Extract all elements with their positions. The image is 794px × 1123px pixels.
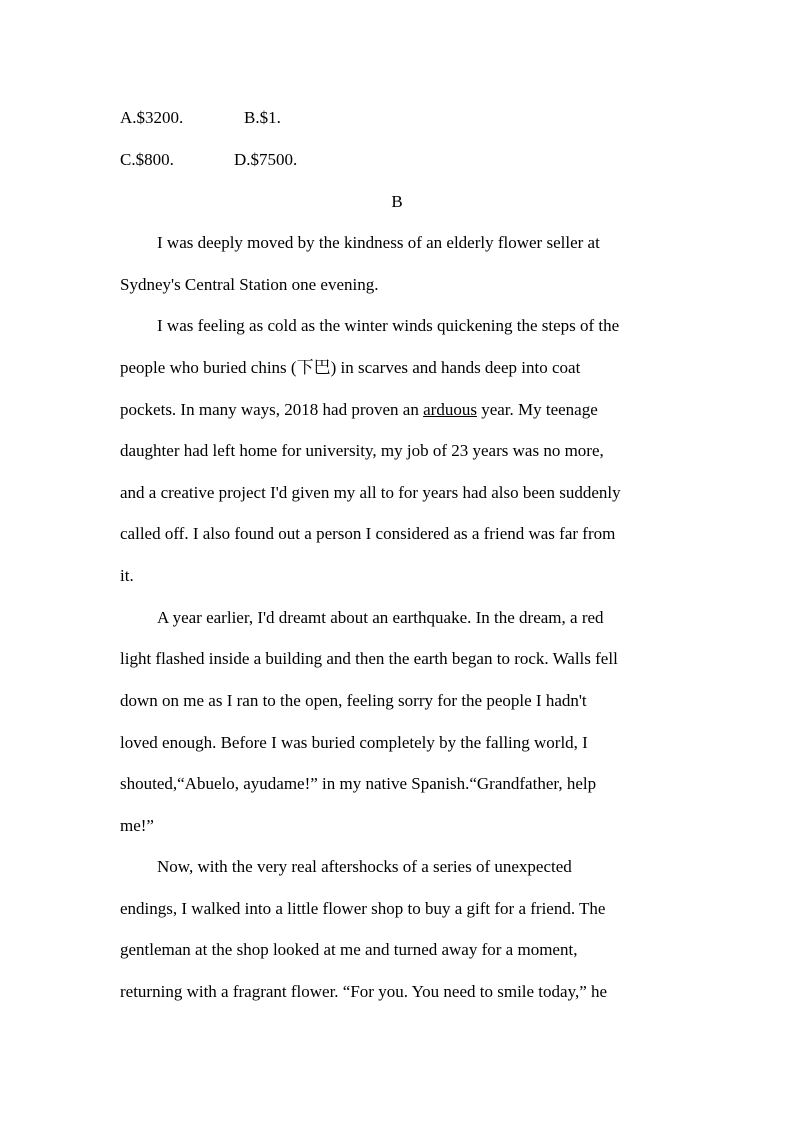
- paragraph-4-line-3: gentleman at the shop looked at me and turned away for a moment,: [120, 940, 578, 959]
- paragraph-3-line-4: loved enough. Before I was buried completely by the falling world, I: [120, 733, 588, 752]
- paragraph-2-line-4: daughter had left home for university, my job of 23 years was no more,: [120, 441, 604, 460]
- paragraph-4-line-1: Now, with the very real aftershocks of a series of unexpected: [157, 857, 572, 876]
- paragraph-4-line-4: returning with a fragrant flower. “For you. You need to smile today,” he: [120, 982, 608, 1001]
- line-text: year. My teenage: [476, 400, 598, 419]
- option-b: B.$1.: [244, 108, 281, 127]
- paragraph-3-line-6: me!”: [120, 816, 154, 835]
- paragraph-3-line-1: A year earlier, I'd dreamt about an earthquake. In the dream, a red: [157, 608, 604, 627]
- paragraph-2-line-7: it.: [120, 566, 134, 585]
- paragraph-3-line-5: shouted,“Abuelo, ayudame!” in my native Spanish.“Grandfather, help: [120, 774, 597, 793]
- paragraph-3-line-3: down on me as I ran to the open, feeling sorry for the people I hadn't: [120, 691, 587, 710]
- paragraph-1-line-2: Sydney's Central Station one evening.: [120, 275, 379, 294]
- paragraph-2-line-3: [120, 400, 680, 420]
- paragraph-3-line-2: light flashed inside a building and then the earth began to rock. Walls fell: [120, 649, 618, 668]
- section-heading: B: [391, 192, 403, 211]
- option-d: D.$7500.: [234, 150, 298, 169]
- paragraph-2-line-2: people who buried chins (下巴) in scarves and hands deep into coat: [120, 358, 581, 377]
- paragraph-2-line-6: called off. I also found out a person I considered as a friend was far from: [120, 524, 616, 543]
- option-a: A.$3200.: [120, 108, 184, 127]
- paragraph-1-line-1: I was deeply moved by the kindness of an elderly flower seller at: [157, 233, 600, 252]
- paragraph-4-line-2: endings, I walked into a little flower shop to buy a gift for a friend. The: [120, 899, 606, 918]
- paragraph-2-line-5: and a creative project I'd given my all to for years had also been suddenly: [120, 483, 621, 502]
- paragraph-2-line-1: I was feeling as cold as the winter winds quickening the steps of the: [157, 316, 620, 335]
- option-c: C.$800.: [120, 150, 174, 169]
- line-text: pockets. In many ways, 2018 had proven an: [120, 400, 424, 419]
- underlined-word: arduous: [423, 400, 477, 419]
